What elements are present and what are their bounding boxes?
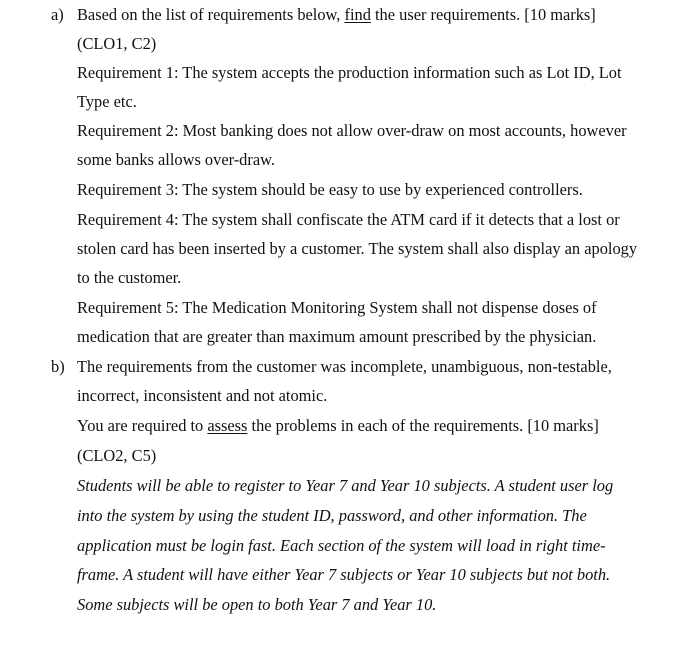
requirement-line: Requirement 2: Most banking does not allow over-draw on most accounts, however [77,121,627,140]
part-b-label: b) [51,357,65,376]
scenario-line: frame. A student will have either Year 7 subjects or Year 10 subjects but not both. [77,565,611,584]
part-b-line-1: The requirements from the customer was incomplete, unambiguous, non-testable, [77,357,612,376]
assess-pre-text: You are required to [77,416,208,435]
requirement-line: medication that are greater than maximum amount prescribed by the physician. [77,327,597,346]
requirement-line: Requirement 3: The system should be easy to use by experienced controllers. [77,180,583,199]
requirement-line: Requirement 1: The system accepts the production information such as Lot ID, Lot [77,63,622,82]
assess-underlined-word: assess [207,416,248,435]
requirement-line: to the customer. [77,268,182,287]
scenario-line: application must be login fast. Each section of the system will load in right time- [77,536,606,555]
requirement-line: Requirement 4: The system shall confiscate the ATM card if it detects that a lost or [77,210,620,229]
part-a-heading-text: Based on the list of requirements below, [77,5,345,24]
part-b-clo: (CLO2, C5) [77,446,157,465]
part-b-assess-line [77,416,599,436]
part-b-line-2: incorrect, inconsistent and not atomic. [77,386,328,405]
part-a-clo: (CLO1, C2) [77,34,157,53]
part-a-label: a) [51,5,64,24]
scenario-line: Students will be able to register to Year 7 and Year 10 subjects. A student user log [77,476,614,495]
part-a-heading [77,5,596,25]
find-underlined-word: find [344,5,371,24]
assess-post-text: the problems in each of the requirements. [10 marks] [247,416,599,435]
scenario-line: into the system by using the student ID, password, and other information. The [77,506,587,525]
requirement-line: Type etc. [77,92,137,111]
scenario-line: Some subjects will be open to both Year 7 and Year 10. [77,595,437,614]
requirement-line: Requirement 5: The Medication Monitoring System shall not dispense doses of [77,298,597,317]
requirement-line: stolen card has been inserted by a customer. The system shall also display an apology [77,239,638,258]
requirement-line: some banks allows over-draw. [77,150,275,169]
part-a-heading-marks: the user requirements. [10 marks] [370,5,596,24]
